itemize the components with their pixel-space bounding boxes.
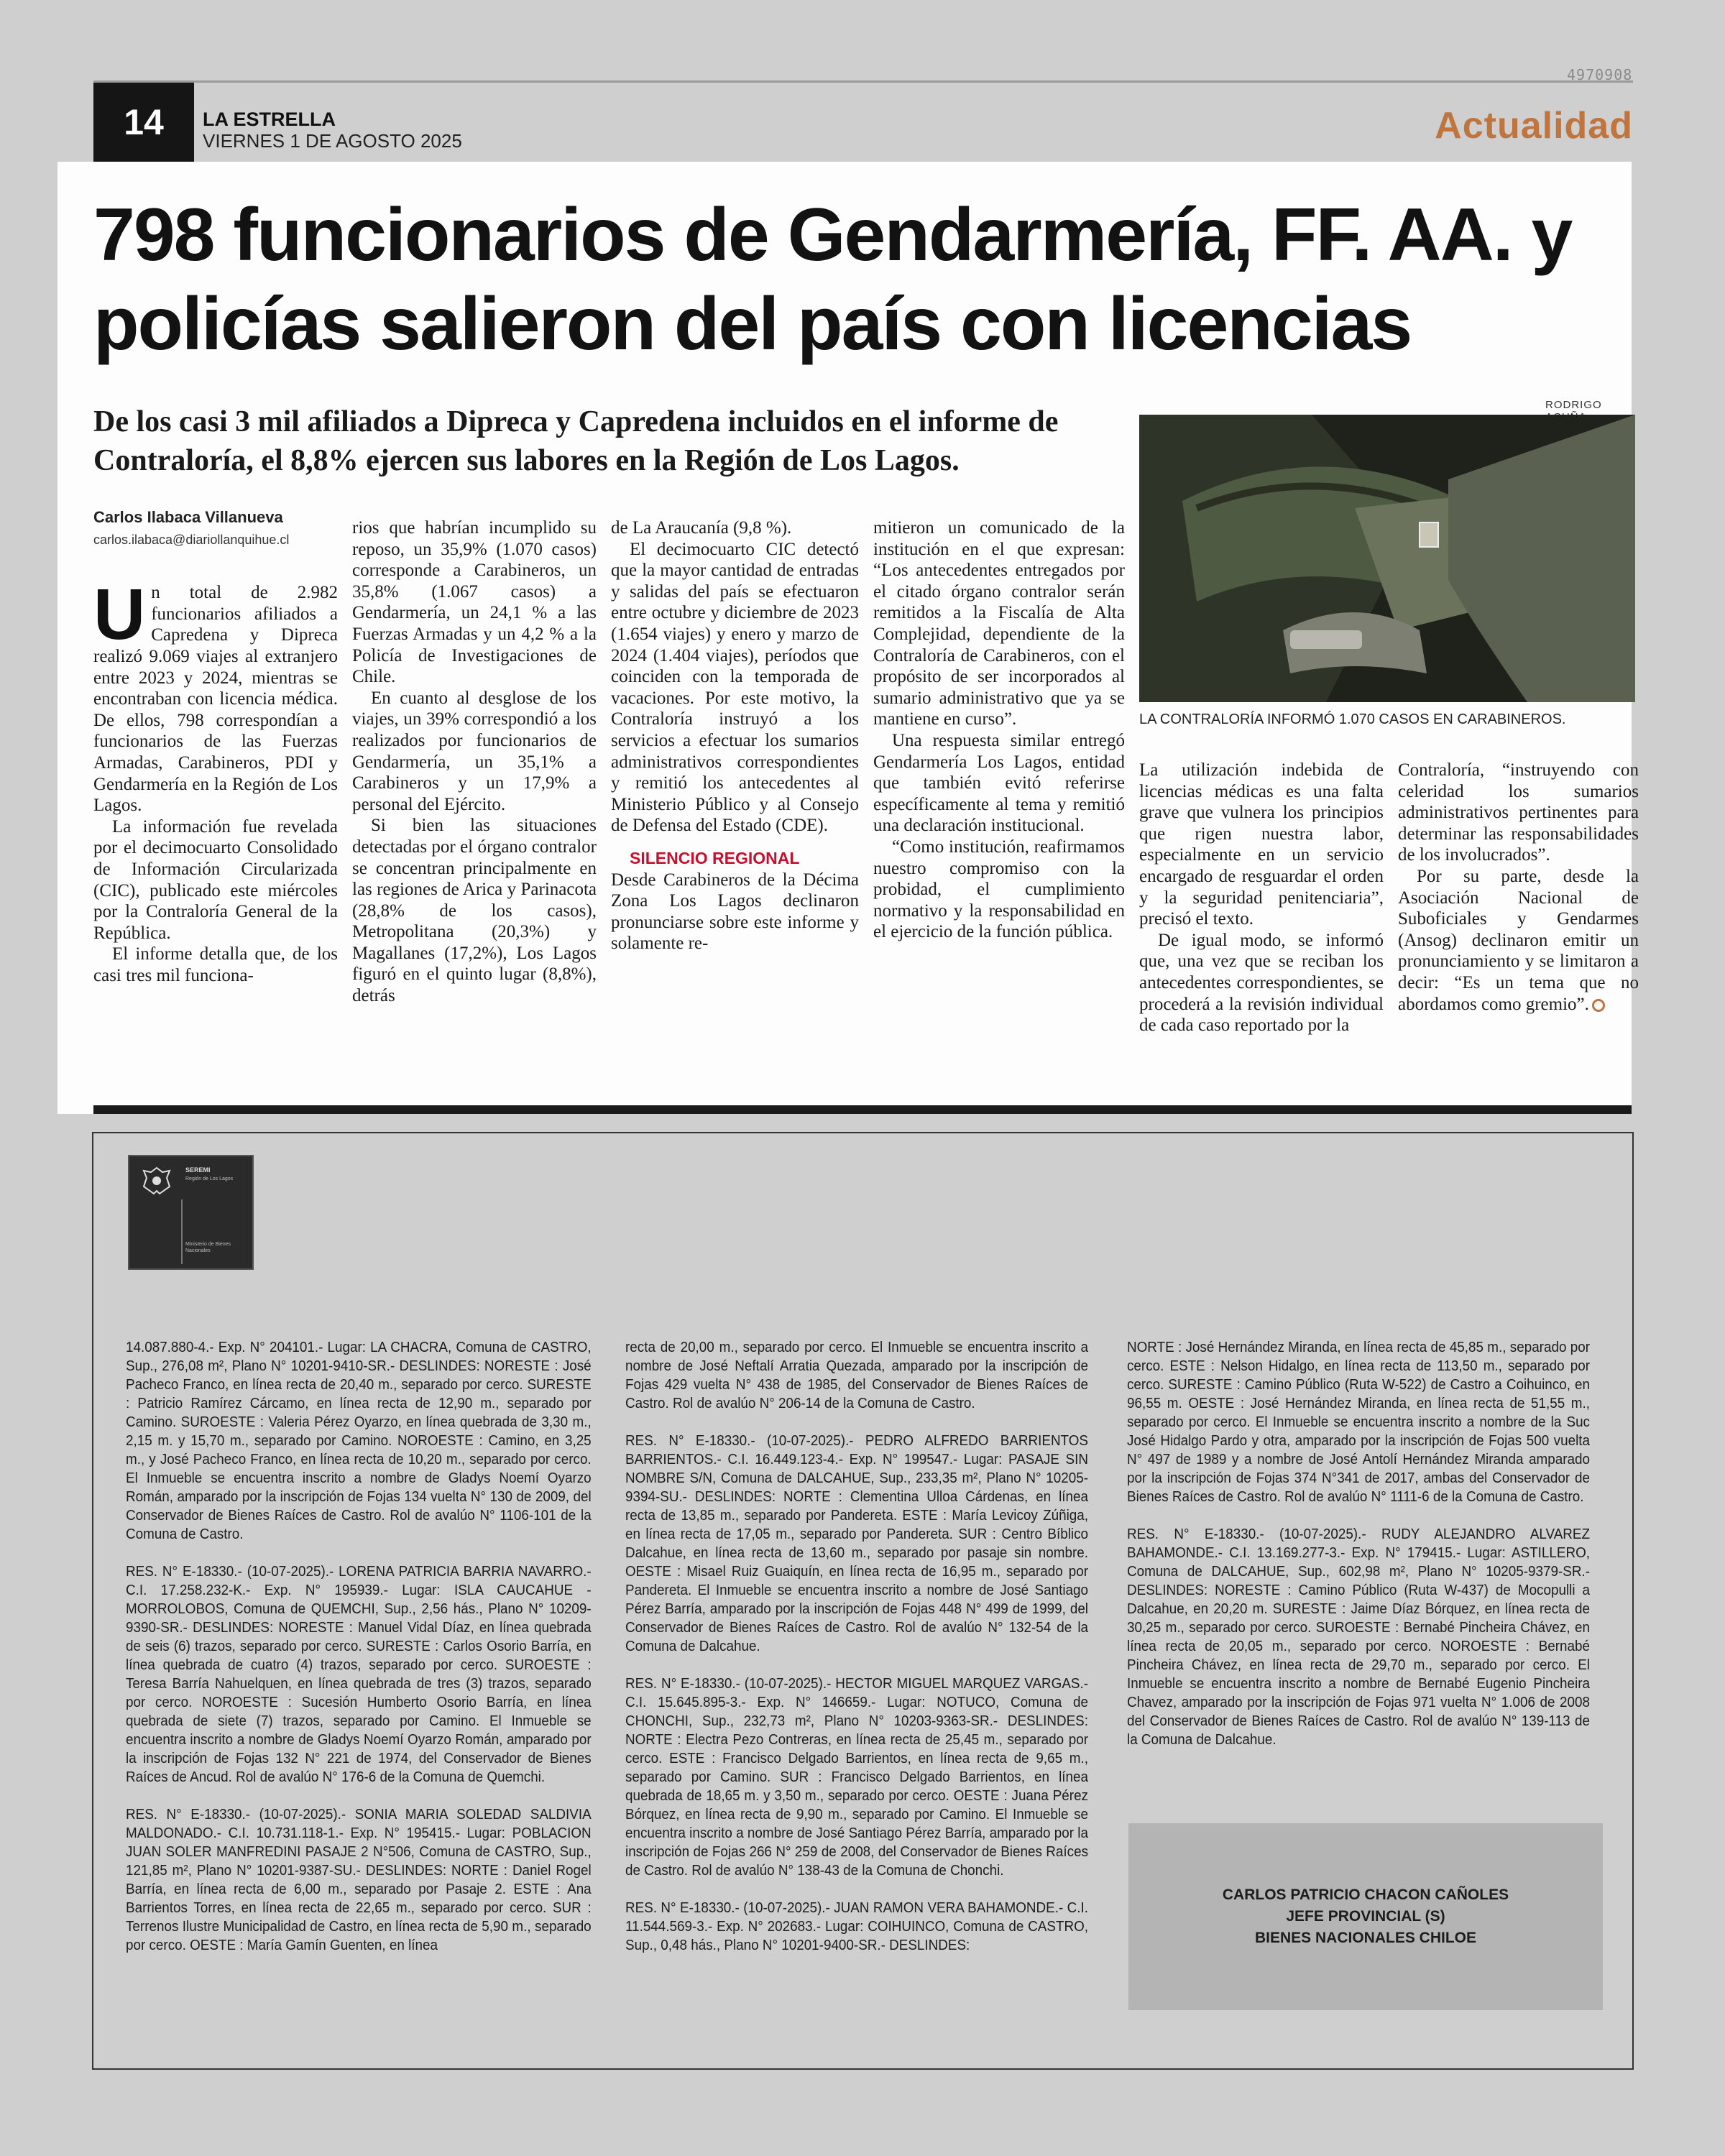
article-paragraph: “Como institución, reafirmamos nuestro compromiso con la probidad, el cumplimiento normativo y la responsabilidad en el ejercicio de la función pública. (873, 837, 1125, 942)
notice-column-2 (625, 1338, 1088, 1973)
signatory-office: BIENES NACIONALES CHILOE (1254, 1930, 1477, 1946)
article-column-4 (873, 517, 1125, 943)
chile-coat-of-arms-icon (138, 1165, 175, 1197)
notice-entry: RES. N° E-18330.- (10-07-2025).- PEDRO ALFREDO BARRIENTOS BARRIENTOS.- C.I. 16.449.123-4.- Exp. N° 199547.- Lugar: PASAJE SIN NOMBRE S/N, Comuna de DALCAHUE, Sup., 233,35 m², Plano N° 10205-9394-SU.- DESLINDES: NORTE : Clementina Ulloa Cárdenas, en línea recta de 13,85 m., separado por Pandereta. ESTE : María Levicoy Zúñiga, en línea recta de 17,05 m., separado por Pandereta. SUR : Centro Bíblico Dalcahue, en línea recta de 13,60 m., separado por pasaje sin nombre. OESTE : Misael Ruiz Guaiquín, en línea recta de 16,95 m., separado por Pandereta. El Inmueble se encuentra inscrito a nombre de José Santiago Pérez Barría, amparado por la inscripción de Fojas 448 N° 499 de 1999, del Conservador de Bienes Raíces de Castro. Rol de avalúo N° 132-54 de la Comuna de Dalcahue. (625, 1432, 1088, 1654)
notice-column-3 (1127, 1338, 1590, 1768)
signatory-name: CARLOS PATRICIO CHACON CAÑOLES (1222, 1886, 1509, 1903)
article-paragraph: Desde Carabineros de la Décima Zona Los Lagos declinaron pronunciarse sobre este informe y solamente re- (611, 870, 859, 954)
article-paragraph: Contraloría, “instruyendo con celeridad los sumarios administrativos pertinentes para determinar las responsabilidades de los involucrados”. (1398, 760, 1639, 865)
article-column-2 (352, 517, 597, 1007)
notice-entry: RES. N° E-18330.- (10-07-2025).- RUDY ALEJANDRO ALVAREZ BAHAMONDE.- C.I. 13.169.277-3.- Exp. N° 179415.- Lugar: ASTILLERO, Comuna de DALCAHUE, Sup., 602,98 m², Plano N° 10205-9379-SR.- DESLINDES: NORESTE : Camino Público (Ruta W-437) de Mocopulli a Dalcahue, en 20,20 m. SURESTE : Jaime Díaz Bórquez, en línea recta de 30,25 m., separado por cerco. SUROESTE : Bernabé Pincheira Chávez, en línea recta de 20,05 m., separado por cerco. NOROESTE : Bernabé Pincheira Chávez, en línea recta de 29,70 m., separado por cerco. El Inmueble se encuentra inscrito a nombre de Bernabé Eugenio Pincheira Chavez, amparado por la inscripción de Fojas 971 vuelta N° 1.006 de 2008 del Conservador de Bienes Raíces de Castro. Rol de avalúo N° 139-113 de la Comuna de Dalcahue. (1127, 1526, 1590, 1748)
subhead: De los casi 3 mil afiliados a Dipreca y Capredena incluidos en el informe de Contraloría, el 8,8% ejercen sus labores en la Región de Los Lagos. (93, 405, 1059, 477)
article-paragraph: Una respuesta similar entregó Gendarmería Los Lagos, entidad que también evitó referirse específicamente al tema y remitió una declaración institucional. (873, 730, 1125, 836)
subsection-title: SILENCIO REGIONAL (630, 848, 800, 867)
article-column-6 (1398, 760, 1639, 1015)
photo-credit: RODRIGO (1545, 399, 1602, 411)
author-name: Carlos Ilabaca Villanueva (93, 508, 283, 526)
logo-divider (181, 1199, 183, 1264)
article-paragraph: Si bien las situaciones detectadas por el órgano contralor se concentran principalmente en las regiones de Arica y Parinacota (28,8% de los casos), Metropolitana (20,3%) y Magallanes (17,2%), Los Lagos figuró en el quinto lugar (8,8%), detrás (352, 816, 597, 1006)
photo-caption: LA CONTRALORÍA INFORMÓ 1.070 CASOS EN CARABINEROS. (1139, 711, 1566, 727)
notice-entry: recta de 20,00 m., separado por cerco. El Inmueble se encuentra inscrito a nombre de José Neftalí Arratia Quezada, amparado por la inscripción de Fojas 429 vuelta N° 438 de 1985, del Conservador de Bienes Raíces de Castro. Rol de avalúo N° 206-14 de la Comuna de Castro. (625, 1339, 1088, 1411)
article-paragraph: mitieron un comunicado de la institución en el que expresan: “Los antecedentes entregados por el citado órgano contralor serán remitidos a la Fiscalía de Alta Complejidad, dependiente de la Contraloría de Carabineros, con el propósito de ser incorporados al sumario administrativo que ya se mantiene en curso”. (873, 518, 1125, 729)
article-column-1 (93, 507, 338, 986)
article-photo (1139, 415, 1635, 702)
notice-entry: RES. N° E-18330.- (10-07-2025).- LORENA PATRICIA BARRIA NAVARRO.- C.I. 17.258.232-K.- Exp. N° 195939.- Lugar: ISLA CAUCAHUE - MORROLOBOS, Comuna de QUEMCHI, Sup., 2,56 hás., Plano N° 10209-9390-SR.- DESLINDES: NORESTE : Manuel Vidal Díaz, en línea quebrada de seis (6) trazos, separado por cerco. SURESTE : Carlos Osorio Barría, en línea quebrada de cuatro (4) trazos, separado por cerco. SUROESTE : Teresa Barría Nahuelquen, en línea quebrada de tres (3) trazos, separado por cerco. NOROESTE : Sucesión Humberto Osorio Barría, en línea quebrada de siete (7) trazos, separado por Camino. El Inmueble se encuentra inscrito a nombre de Gladys Noemí Oyarzo Román, amparado por la inscripción de Fojas 132 N° 221 de 1974, del Conservador de Bienes Raíces de Ancud. Rol de avalúo N° 176-6 de la Comuna de Quemchi. (126, 1563, 592, 1785)
logo-region: Región de Los Lagos (185, 1176, 234, 1181)
article-paragraph: El decimocuarto CIC detectó que la mayor cantidad de entradas y salidas del país se efectuaron entre octubre y diciembre de 2023 (1.654 viajes) y enero y marzo de 2024 (1.404 viajes), períodos que coinciden con la temporada de vacaciones. Por este motivo, la Contraloría instruyó a los servicios a efectuar los sumarios administrativos correspondientes y remitió los antecedentes al Ministerio Público y al Consejo de Defensa del Estado (CDE). (611, 539, 859, 836)
article-paragraph: rios que habrían incumplido su reposo, un 35,9% (1.070 casos) corresponde a Carabineros, un 35,8% (1.067 casos) a Gendarmería, un 24,1 % a las Fuerzas Armadas y un 4,2 % a la Policía de Investigaciones de Chile. (352, 518, 597, 687)
publication-date: VIERNES 1 DE AGOSTO 2025 (203, 130, 462, 152)
page-header (93, 80, 1633, 160)
article-paragraph: Por su parte, desde la Asociación Nacional de Suboficiales y Gendarmes (Ansog) declinaron emitir un pronunciamiento y se limitaron a decir: “Es un tema que no abordamos como gremio”. (1398, 866, 1639, 1014)
clip-id: 4970908 (1567, 66, 1633, 83)
page-number: 14 (93, 83, 194, 162)
article-paragraph: El informe detalla que, de los casi tres mil funciona- (93, 944, 338, 985)
legal-notice (92, 1132, 1634, 2070)
publication-name: LA ESTRELLA (203, 109, 336, 130)
notice-entry: RES. N° E-18330.- (10-07-2025).- JUAN RAMON VERA BAHAMONDE.- C.I. 11.544.569-3.- Exp. N° 202683.- Lugar: COIHUINCO, Comuna de CASTRO, Sup., 0,48 hás., Plano N° 10201-9400-SR.- DESLINDES: (625, 1899, 1088, 1953)
article-paragraph: de La Araucanía (9,8 %). (611, 518, 792, 538)
notice-entry: RES. N° E-18330.- (10-07-2025).- SONIA MARIA SOLEDAD SALDIVIA MALDONADO.- C.I. 10.731.118-1.- Exp. N° 195415.- Lugar: POBLACION JUAN SOLER MANFREDINI PASAJE 2 N°506, Comuna de CASTRO, Sup., 121,85 m², Plano N° 10201-9387-SU.- DESLINDES: NORTE : Daniel Rogel Barría, en línea recta de 6,00 m., separado por Pasaje 2. ESTE : Ana Barrientos Torres, en línea recta de 22,65 m., separado por cerco. SUR : Terrenos Ilustre Municipalidad de Castro, en línea recta de 5,90 m., separado por cerco. OESTE : María Gamín Guenten, en línea (126, 1806, 592, 1953)
seremi-logo (128, 1155, 254, 1270)
article-bottom-rule (93, 1105, 1632, 1114)
notice-entry: RES. N° E-18330.- (10-07-2025).- HECTOR MIGUEL MARQUEZ VARGAS.- C.I. 15.645.895-3.- Exp. N° 146659.- Lugar: NOTUCO, Comuna de CHONCHI, Sup., 232,73 m², Plano N° 10203-9363-SR.- DESLINDES: NORTE : Electra Pezo Contreras, en línea recta de 25,45 m., separado por cerco. ESTE : Francisco Delgado Barrientos, en línea recta de 9,65 m., separado por Camino. SUR : Francisco Delgado Barrientos, en línea quebrada de 18,65 m. y 3,50 m., separado por cerco. OESTE : Juana Pérez Bórquez, en línea recta de 9,90 m., separado por Camino. El Inmueble se encuentra inscrito a nombre de José Santiago Pérez Barría, amparado por la inscripción de Fojas 266 N° 259 de 2008, del Conservador de Bienes Raíces de Castro. Rol de avalúo N° 138-43 de la Comuna de Chonchi. (625, 1675, 1088, 1879)
drop-cap: U (93, 574, 146, 655)
article-paragraph: La información fue revelada por el decimocuarto Consolidado de Información Circularizada (CIC), publicado este miércoles por la Contraloría General de la República. (93, 816, 338, 943)
article-paragraph: De igual modo, se informó que, una vez que se reciban los antecedentes correspondientes, se procederá a la revisión individual de cada caso reportado por la (1139, 930, 1384, 1036)
signature-box (1128, 1823, 1603, 2010)
article (58, 162, 1639, 1114)
signatory-role: JEFE PROVINCIAL (S) (1286, 1908, 1445, 1925)
uniform-photo-illustration (1139, 415, 1635, 702)
article-paragraph: Un total de 2.982 funcionarios afiliados a Capredena y Dipreca realizó 9.069 viajes al extranjero entre 2023 y 2024, mientras se encontraban con licencia médica. De ellos, 798 correspondían a funcionarios de las Fuerzas Armadas, Carabineros, PDI y Gendarmería en la Región de Los Lagos. (93, 574, 338, 816)
article-column-3 (611, 517, 859, 954)
article-column-5 (1139, 760, 1384, 1036)
notice-entry: NORTE : José Hernández Miranda, en línea recta de 45,85 m., separado por cerco. ESTE : Nelson Hidalgo, en línea recta de 113,50 m., separado por cerco. SURESTE : Camino Público (Ruta W-522) de Castro a Coihuinco, en 96,55 m. OESTE : José Hernández Miranda, en línea recta de 51,55 m., separado por cerco. El Inmueble se encuentra inscrito a nombre de la Suc José Hidalgo Pardo y otra, amparado por la inscripción de Fojas 500 vuelta N° 497 de 1989 y a nombre de José Antolí Hernández Miranda amparado por la inscripción de Fojas 374 N°341 de 2017, ambas del Conservador de Bienes Raíces de Castro. Rol de avalúo N° 1111-6 de la Comuna de Castro. (1127, 1339, 1590, 1505)
logo-ministry: Ministerio de Bienes Nacionales (185, 1242, 231, 1253)
section-label: Actualidad (1435, 105, 1633, 147)
end-mark-icon (1592, 999, 1605, 1012)
author-email: carlos.ilabaca@diariollanquihue.cl (93, 532, 290, 547)
notice-column-1 (126, 1338, 592, 1973)
logo-title: SEREMI (185, 1166, 211, 1174)
article-paragraph: La utilización indebida de licencias médicas es una falta grave que vulnera los principios que rigen nuestra labor, especialmente en un servicio encargado de resguardar el orden y la seguridad penitenciaria”, precisó el texto. (1139, 760, 1384, 929)
notice-entry: 14.087.880-4.- Exp. N° 204101.- Lugar: LA CHACRA, Comuna de CASTRO, Sup., 276,08 m², Plano N° 10201-9410-SR.- DESLINDES: NORESTE : José Pacheco Franco, en línea recta de 20,40 m., separado por cerco. SURESTE : Patricio Ramírez Cárcamo, en línea recta de 12,90 m., separado por Camino. SUROESTE : Valeria Pérez Oyarzo, en línea quebrada de 3,30 m., 2,15 m. y 15,70 m., separado por Camino. NOROESTE : Camino, en 3,25 m., y José Pacheco Franco, en línea recta de 10,20 m., separado por cerco. El Inmueble se encuentra inscrito a nombre de Gladys Noemí Oyarzo Román, amparado por la inscripción de Fojas 134 vuelta N° 130 de 2009, del Conservador de Bienes Raíces de Castro. Rol de avalúo N° 1106-101 de la Comuna de Castro. (126, 1339, 592, 1542)
article-paragraph: En cuanto al desglose de los viajes, un 39% correspondió a los realizados por funcionarios de Gendarmería, un 35,1% a Carabineros y un 17,9% a personal del Ejército. (352, 688, 597, 814)
headline: 798 funcionarios de Gendarmería, FF. AA. y policías salieron del país con licencias (93, 193, 1572, 366)
